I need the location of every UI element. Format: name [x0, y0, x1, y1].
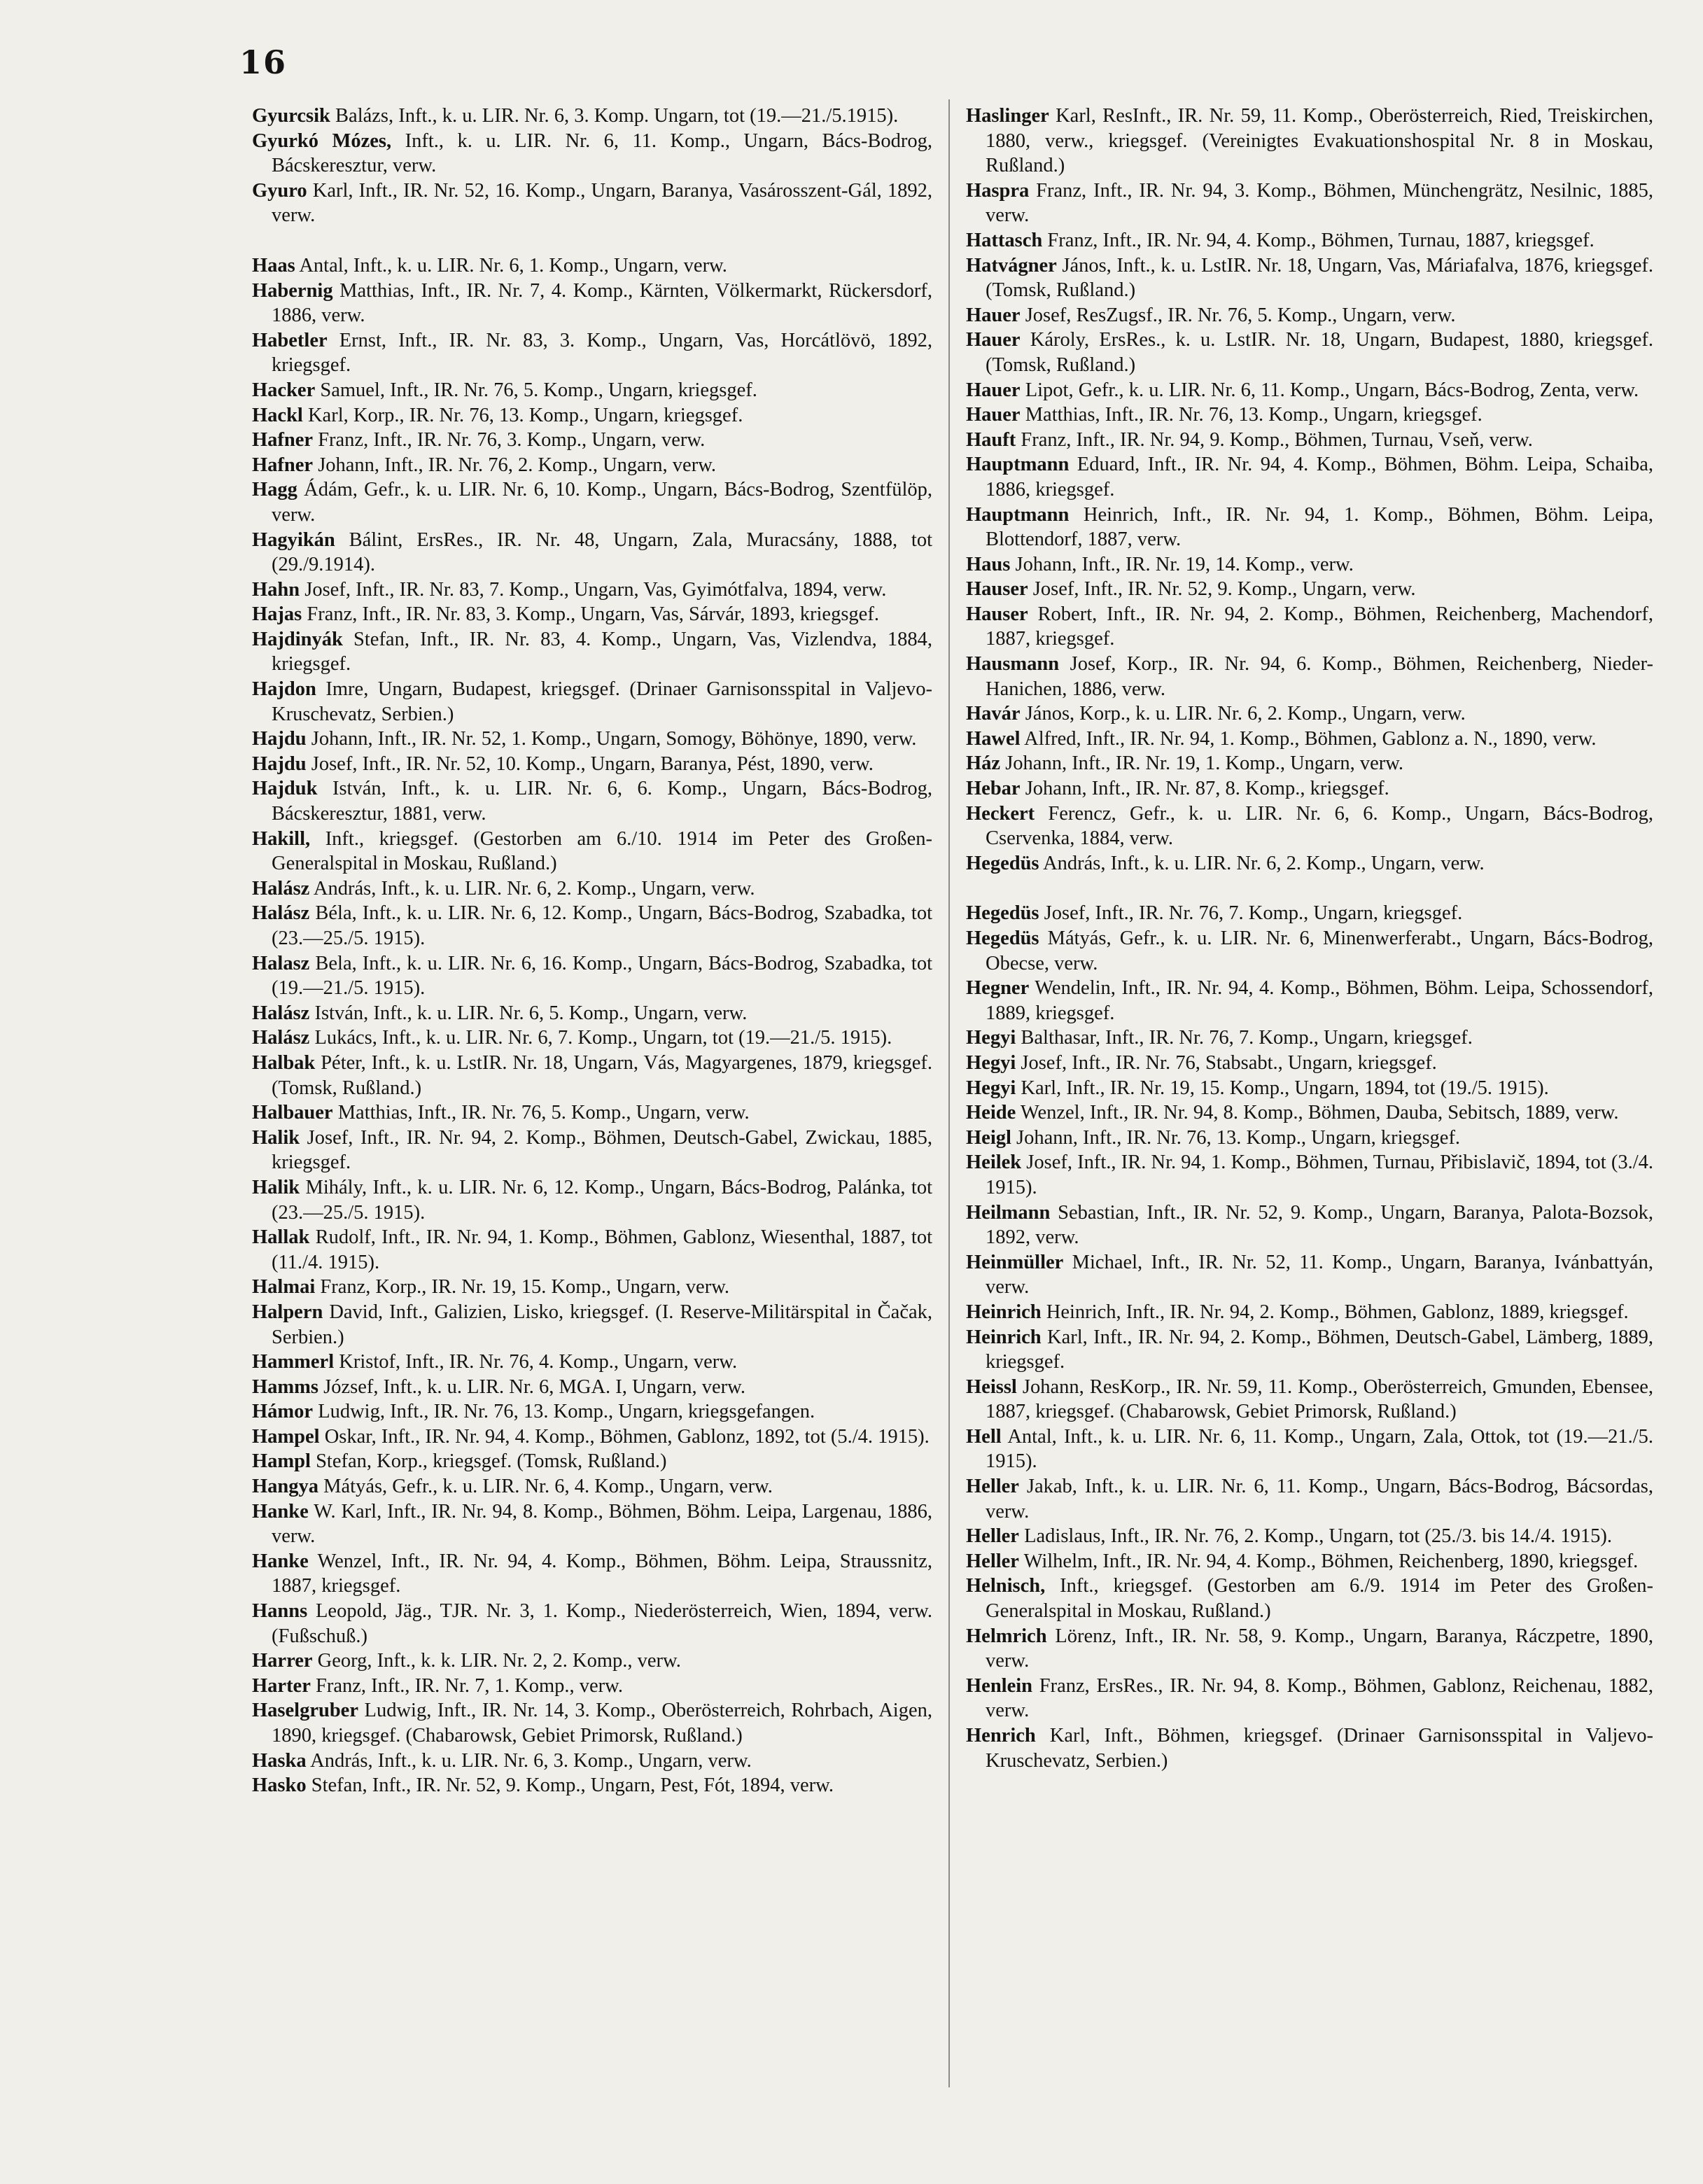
entry-surname: Hahn: [252, 578, 300, 601]
entry-details: Heinrich, Inft., IR. Nr. 94, 1. Komp., Böhmen, Böhm. Leipa, Blottendorf, 1887, verw.: [986, 503, 1653, 551]
entry-surname: Haska: [252, 1749, 307, 1772]
entry-surname: Hanns: [252, 1600, 308, 1623]
entry-details: Josef, Inft., IR. Nr. 52, 10. Komp., Ungarn, Baranya, Pést, 1890, verw.: [306, 752, 874, 775]
roster-entry: [966, 552, 1653, 578]
entry-details: Matthias, Inft., IR. Nr. 76, 13. Komp., Ungarn, kriegsgef.: [1020, 404, 1483, 426]
entry-surname: Hauser: [966, 603, 1028, 625]
entry-surname: Halik: [252, 1176, 300, 1198]
roster-entry: [252, 677, 932, 727]
roster-entry: [966, 851, 1653, 876]
roster-entry: [966, 1150, 1653, 1200]
roster-entry: [966, 577, 1653, 602]
roster-entry: [252, 1648, 932, 1674]
entry-details: Franz, ErsRes., IR. Nr. 94, 8. Komp., Böhmen, Gablonz, Reichenau, 1882, verw.: [986, 1674, 1653, 1722]
entry-gap: [252, 228, 932, 253]
entry-details: Ludwig, Inft., IR. Nr. 14, 3. Komp., Oberösterreich, Rohrbach, Aigen, 1890, kriegsgef. (Chabarowsk, Gebiet Primorsk, Rußland.): [272, 1700, 932, 1746]
entry-surname: Hallak: [252, 1226, 310, 1249]
roster-entry: [966, 402, 1653, 428]
roster-entry: [252, 776, 932, 826]
entry-surname: Hajdon: [252, 678, 316, 701]
entry-details: István, Inft., k. u. LIR. Nr. 6, 6. Komp., Ungarn, Bács-Bodrog, Bácskeresztur, 1881, verw.: [272, 778, 932, 825]
entry-surname: Halász: [252, 1002, 310, 1024]
entry-surname: Hangya: [252, 1476, 319, 1498]
entry-details: Lipot, Gefr., k. u. LIR. Nr. 6, 11. Komp., Ungarn, Bács-Bodrog, Zenta, verw.: [1020, 379, 1639, 401]
roster-entry: [966, 1076, 1653, 1101]
roster-entry: [252, 1375, 932, 1400]
entry-surname: Halmai: [252, 1276, 316, 1298]
entry-surname: Hauptmann: [966, 454, 1070, 476]
entry-details: Károly, ErsRes., k. u. LstIR. Nr. 18, Ungarn, Budapest, 1880, kriegsgef. (Tomsk, Rußland.): [986, 329, 1653, 376]
entry-surname: Hegner: [966, 977, 1030, 1000]
roster-entry: [966, 1624, 1653, 1674]
entry-details: Ádám, Gefr., k. u. LIR. Nr. 6, 10. Komp., Ungarn, Bács-Bodrog, Szentfülöp, verw.: [272, 479, 932, 526]
entry-surname: Heinrich: [966, 1326, 1042, 1348]
entry-surname: Heller: [966, 1476, 1019, 1498]
entry-surname: Hatvágner: [966, 254, 1057, 276]
roster-entry: [252, 1399, 932, 1424]
roster-entry: [252, 1599, 932, 1648]
entry-surname: Hegyi: [966, 1027, 1016, 1049]
entry-details: Robert, Inft., IR. Nr. 94, 2. Komp., Böhmen, Reichenberg, Machendorf, 1887, kriegsgef.: [986, 603, 1653, 650]
entry-details: Johann, Inft., IR. Nr. 76, 13. Komp., Ungarn, kriegsgef.: [1011, 1126, 1461, 1149]
page-number: 16: [239, 43, 288, 81]
entry-surname: Halasz: [252, 952, 310, 974]
roster-entry: [252, 178, 932, 228]
entry-surname: Heide: [966, 1102, 1016, 1124]
roster-entry: [966, 1126, 1653, 1151]
roster-entry: [252, 528, 932, 578]
entry-surname: Hampel: [252, 1425, 320, 1448]
entry-details: András, Inft., k. u. LIR. Nr. 6, 3. Komp., Ungarn, verw.: [306, 1749, 752, 1772]
entry-surname: Hebar: [966, 778, 1021, 800]
entry-details: Bálint, ErsRes., IR. Nr. 48, Ungarn, Zala, Muracsány, 1888, tot (29./9.1914).: [272, 528, 932, 576]
roster-entry: [252, 1424, 932, 1450]
roster-entry: [966, 1200, 1653, 1250]
entry-details: Ludwig, Inft., IR. Nr. 76, 13. Komp., Ungarn, kriegsgefangen.: [313, 1401, 815, 1423]
entry-surname: Heilek: [966, 1152, 1022, 1174]
roster-entry: [252, 1474, 932, 1499]
entry-details: Karl, Inft., IR. Nr. 52, 16. Komp., Ungarn, Baranya, Vasárosszent-Gál, 1892, verw.: [272, 179, 932, 227]
entry-gap: [966, 876, 1653, 901]
entry-surname: Haslinger: [966, 105, 1049, 127]
roster-entry: [252, 727, 932, 752]
entry-surname: Gyurkó Mózes,: [252, 130, 392, 152]
roster-entry: [252, 1126, 932, 1175]
entry-surname: Heller: [966, 1550, 1019, 1572]
entry-details: Josef, Inft., IR. Nr. 94, 2. Komp., Böhmen, Deutsch-Gabel, Zwickau, 1885, kriegsgef.: [272, 1126, 932, 1174]
entry-details: János, Inft., k. u. LstIR. Nr. 18, Ungarn, Vas, Máriafalva, 1876, kriegsgef. (Tomsk, Rußland.): [986, 254, 1653, 302]
entry-details: W. Karl, Inft., IR. Nr. 94, 8. Komp., Böhmen, Böhm. Leipa, Largenau, 1886, verw.: [272, 1500, 932, 1548]
roster-entry: [252, 1674, 932, 1699]
entry-surname: Heckert: [966, 802, 1035, 825]
entry-surname: Hegyi: [966, 1051, 1016, 1074]
roster-entry: [252, 477, 932, 527]
entry-details: Inft., kriegsgef. (Gestorben am 6./10. 1914 im Peter des Großen-Generalspital in Moskau, Rußland.): [272, 827, 932, 875]
entry-surname: Hattasch: [966, 229, 1043, 251]
entry-details: Karl, Korp., IR. Nr. 76, 13. Komp., Ungarn, kriegsgef.: [302, 404, 743, 426]
entry-surname: Harrer: [252, 1650, 313, 1672]
entry-details: Péter, Inft., k. u. LstIR. Nr. 18, Ungarn, Vás, Magyargenes, 1879, kriegsgef. (Tomsk, Rußland.): [272, 1051, 932, 1099]
roster-entry: [252, 1698, 932, 1748]
entry-details: Karl, Inft., IR. Nr. 19, 15. Komp., Ungarn, 1894, tot (19./5. 1915).: [1016, 1077, 1549, 1099]
entry-details: Ferencz, Gefr., k. u. LIR. Nr. 6, 6. Komp., Ungarn, Bács-Bodrog, Cservenka, 1884, verw.: [986, 802, 1653, 850]
entry-surname: Hampl: [252, 1450, 311, 1473]
entry-details: Sebastian, Inft., IR. Nr. 52, 9. Komp., Ungarn, Baranya, Palota-Bozsok, 1892, verw.: [986, 1201, 1653, 1249]
entry-details: Johann, Inft., IR. Nr. 19, 14. Komp., verw.: [1010, 553, 1354, 575]
roster-entry: [252, 1449, 932, 1474]
roster-entry: [966, 1375, 1653, 1424]
entry-details: Josef, Inft., IR. Nr. 52, 9. Komp., Ungarn, verw.: [1028, 578, 1416, 601]
roster-entry: [252, 104, 932, 129]
entry-surname: Haspra: [966, 179, 1030, 202]
entry-surname: Hanke: [252, 1500, 309, 1522]
roster-entry: [252, 876, 932, 902]
right-column: [966, 104, 1653, 1773]
entry-surname: Habernig: [252, 279, 333, 302]
roster-entry: [966, 1100, 1653, 1126]
entry-details: Josef, Korp., IR. Nr. 94, 6. Komp., Böhmen, Reichenberg, Nieder-Hanichen, 1886, verw.: [986, 653, 1653, 700]
roster-entry: [252, 1499, 932, 1549]
roster-entry: [252, 453, 932, 478]
entry-details: Wenzel, Inft., IR. Nr. 94, 4. Komp., Böhmen, Böhm. Leipa, Straussnitz, 1887, kriegsgef.: [272, 1550, 932, 1597]
left-column: [252, 104, 932, 1798]
entry-details: Mátyás, Gefr., k. u. LIR. Nr. 6, Minenwerferabt., Ungarn, Bács-Bodrog, Obecse, verw.: [986, 927, 1653, 974]
entry-surname: Hauer: [966, 379, 1021, 401]
entry-details: Wendelin, Inft., IR. Nr. 94, 4. Komp., Böhmen, Böhm. Leipa, Schossendorf, 1889, kriegsgef.: [986, 977, 1653, 1024]
entry-surname: Heissl: [966, 1376, 1017, 1398]
entry-details: Lörenz, Inft., IR. Nr. 58, 9. Komp., Ungarn, Baranya, Ráczpetre, 1890, verw.: [986, 1625, 1653, 1672]
entry-surname: Halbak: [252, 1051, 316, 1074]
roster-entry: [252, 1225, 932, 1275]
entry-surname: Heller: [966, 1525, 1019, 1548]
entry-details: Karl, Inft., Böhmen, kriegsgef. (Drinaer Garnisonsspital in Valjevo-Kruschevatz, Serbien.): [986, 1725, 1653, 1772]
roster-entry: [966, 901, 1653, 926]
entry-details: Stefan, Inft., IR. Nr. 52, 9. Komp., Ungarn, Pest, Fót, 1894, verw.: [306, 1774, 834, 1797]
roster-entry: [966, 1051, 1653, 1076]
roster-entry: [252, 1026, 932, 1051]
entry-details: Wenzel, Inft., IR. Nr. 94, 8. Komp., Böhmen, Dauba, Sebitsch, 1889, verw.: [1016, 1102, 1619, 1124]
entry-surname: Henrich: [966, 1725, 1036, 1746]
roster-entry: [966, 1300, 1653, 1325]
entry-details: Ladislaus, Inft., IR. Nr. 76, 2. Komp., Ungarn, tot (25./3. bis 14./4. 1915).: [1018, 1525, 1612, 1548]
entry-surname: Hakill,: [252, 827, 311, 850]
entry-details: Inft., k. u. LIR. Nr. 6, 11. Komp., Ungarn, Bács-Bodrog, Bácskeresztur, verw.: [272, 130, 932, 177]
entry-surname: Hacker: [252, 379, 316, 401]
roster-entry: [966, 1723, 1653, 1773]
entry-details: Oskar, Inft., IR. Nr. 94, 4. Komp., Böhmen, Gablonz, 1892, tot (5./4. 1915).: [319, 1425, 930, 1448]
entry-details: Eduard, Inft., IR. Nr. 94, 4. Komp., Böhmen, Böhm. Leipa, Schaiba, 1886, kriegsgef.: [986, 454, 1653, 500]
entry-details: Josef, Inft., IR. Nr. 76, Stabsabt., Ungarn, kriegsgef.: [1016, 1051, 1437, 1074]
entry-details: István, Inft., k. u. LIR. Nr. 6, 5. Komp., Ungarn, verw.: [309, 1002, 748, 1024]
entry-surname: Hagyikán: [252, 528, 335, 551]
roster-entry: [252, 1100, 932, 1126]
entry-surname: Hegedüs: [966, 927, 1039, 949]
entry-details: Josef, Inft., IR. Nr. 76, 7. Komp., Ungarn, kriegsgef.: [1039, 902, 1463, 925]
entry-details: Mihály, Inft., k. u. LIR. Nr. 6, 12. Komp., Ungarn, Bács-Bodrog, Palánka, tot (23.—25./5. 1915).: [272, 1176, 932, 1224]
entry-details: Wilhelm, Inft., IR. Nr. 94, 4. Komp., Böhmen, Reichenberg, 1890, kriegsgef.: [1018, 1550, 1639, 1572]
entry-details: Bela, Inft., k. u. LIR. Nr. 6, 16. Komp., Ungarn, Bács-Bodrog, Szabadka, tot (19.—21./5. 1915).: [272, 952, 932, 1000]
entry-surname: Hauer: [966, 404, 1021, 426]
entry-details: Karl, ResInft., IR. Nr. 59, 11. Komp., Oberösterreich, Ried, Treiskirchen, 1880, verw., kriegsgef. (Vereinigtes Evakuationshospital Nr. 8 in Moskau, Rußland.): [986, 105, 1653, 177]
entry-surname: Haselgruber: [252, 1700, 358, 1722]
roster-entry: [252, 752, 932, 777]
entry-surname: Henlein: [966, 1674, 1033, 1697]
entry-details: Imre, Ungarn, Budapest, kriegsgef. (Drinaer Garnisonsspital in Valjevo-Kruschevatz, Serbien.): [272, 678, 932, 725]
entry-details: József, Inft., k. u. LIR. Nr. 6, MGA. I, Ungarn, verw.: [318, 1376, 745, 1398]
entry-surname: Helmrich: [966, 1625, 1047, 1647]
entry-surname: Heilmann: [966, 1201, 1051, 1224]
roster-entry: [966, 303, 1653, 328]
entry-surname: Hausmann: [966, 653, 1060, 676]
roster-entry: [966, 178, 1653, 228]
entry-details: András, Inft., k. u. LIR. Nr. 6, 2. Komp., Ungarn, verw.: [309, 877, 755, 899]
roster-entry: [252, 1549, 932, 1599]
entry-surname: Halász: [252, 1027, 310, 1049]
roster-entry: [252, 1749, 932, 1774]
entry-details: Johann, Inft., IR. Nr. 19, 1. Komp., Ungarn, verw.: [1000, 752, 1404, 775]
entry-details: Stefan, Korp., kriegsgef. (Tomsk, Rußland.): [310, 1450, 667, 1473]
roster-entry: [966, 926, 1653, 976]
entry-details: Franz, Inft., IR. Nr. 83, 3. Komp., Ungarn, Vas, Sárvár, 1893, kriegsgef.: [302, 603, 879, 626]
roster-entry: [966, 428, 1653, 453]
roster-entry: [252, 1773, 932, 1798]
entry-details: Johann, Inft., IR. Nr. 87, 8. Komp., kriegsgef.: [1020, 778, 1389, 800]
entry-details: Johann, Inft., IR. Nr. 76, 2. Komp., Ungarn, verw.: [313, 454, 717, 476]
entry-surname: Hegedüs: [966, 902, 1039, 925]
entry-details: Franz, Inft., IR. Nr. 76, 3. Komp., Ungarn, verw.: [313, 429, 706, 451]
roster-entry: [252, 578, 932, 603]
roster-entry: [966, 751, 1653, 776]
entry-surname: Hauser: [966, 578, 1028, 601]
entry-details: Josef, Inft., IR. Nr. 83, 7. Komp., Ungarn, Vas, Gyimótfalva, 1894, verw.: [300, 578, 887, 601]
entry-details: Franz, Inft., IR. Nr. 7, 1. Komp., verw.: [310, 1674, 624, 1697]
roster-entry: [966, 1674, 1653, 1723]
roster-entry: [252, 253, 932, 279]
entry-surname: Ház: [966, 752, 1001, 775]
roster-entry: [966, 378, 1653, 403]
entry-details: Franz, Korp., IR. Nr. 19, 15. Komp., Ungarn, verw.: [315, 1276, 730, 1298]
entry-surname: Hamms: [252, 1376, 318, 1398]
entry-surname: Hajdinyák: [252, 628, 343, 650]
entry-surname: Hámor: [252, 1401, 314, 1423]
entry-details: Samuel, Inft., IR. Nr. 76, 5. Komp., Ungarn, kriegsgef.: [315, 379, 757, 401]
roster-entry: [252, 951, 932, 1001]
roster-entry: [252, 1001, 932, 1026]
entry-surname: Helnisch,: [966, 1575, 1046, 1597]
entry-details: Johann, ResKorp., IR. Nr. 59, 11. Komp., Oberösterreich, Gmunden, Ebensee, 1887, kriegsgef. (Chabarowsk, Gebiet Primorsk, Rußland.): [986, 1376, 1653, 1423]
entry-surname: Heinrich: [966, 1301, 1042, 1323]
entry-surname: Hanke: [252, 1550, 309, 1572]
roster-entry: [252, 627, 932, 677]
roster-entry: [966, 802, 1653, 851]
entry-surname: Gyurcsik: [252, 105, 330, 127]
roster-entry: [252, 1175, 932, 1225]
roster-entry: [966, 1524, 1653, 1549]
roster-entry: [252, 1350, 932, 1375]
column-divider: [948, 99, 950, 2087]
entry-details: Antal, Inft., k. u. LIR. Nr. 6, 1. Komp., Ungarn, verw.: [295, 254, 727, 276]
entry-surname: Heigl: [966, 1126, 1011, 1149]
roster-entry: [966, 1325, 1653, 1375]
entry-details: Mátyás, Gefr., k. u. LIR. Nr. 6, 4. Komp., Ungarn, verw.: [318, 1476, 773, 1498]
entry-surname: Hauft: [966, 428, 1016, 451]
entry-surname: Halpern: [252, 1301, 323, 1323]
entry-surname: Halász: [252, 877, 310, 899]
entry-details: Jakab, Inft., k. u. LIR. Nr. 6, 11. Komp., Ungarn, Bács-Bodrog, Bácsordas, verw.: [986, 1476, 1653, 1522]
entry-details: Johann, Inft., IR. Nr. 52, 1. Komp., Ungarn, Somogy, Böhönye, 1890, verw.: [306, 728, 917, 750]
roster-entry: [966, 1549, 1653, 1574]
entry-surname: Hafner: [252, 454, 314, 476]
roster-entry: [966, 228, 1653, 253]
entry-details: Franz, Inft., IR. Nr. 94, 9. Komp., Böhmen, Turnau, Vseň, verw.: [1016, 428, 1533, 451]
entry-surname: Hammerl: [252, 1351, 335, 1373]
entry-details: Béla, Inft., k. u. LIR. Nr. 6, 12. Komp., Ungarn, Bács-Bodrog, Szabadka, tot (23.—25./5. 1915).: [272, 902, 932, 949]
entry-details: David, Inft., Galizien, Lisko, kriegsgef. (I. Reserve-Militärspital in Čačak, Serbien.): [272, 1301, 932, 1348]
entry-surname: Hegedüs: [966, 852, 1039, 874]
entry-surname: Hajas: [252, 603, 302, 626]
roster-entry: [252, 602, 932, 627]
entry-surname: Halbauer: [252, 1102, 333, 1124]
roster-entry: [252, 129, 932, 178]
entry-surname: Hauptmann: [966, 503, 1070, 526]
roster-entry: [966, 1424, 1653, 1474]
roster-entry: [252, 279, 932, 328]
entry-surname: Hajduk: [252, 778, 318, 800]
entry-details: Stefan, Inft., IR. Nr. 83, 4. Komp., Ungarn, Vas, Vizlendva, 1884, kriegsgef.: [272, 628, 932, 676]
entry-details: Alfred, Inft., IR. Nr. 94, 1. Komp., Böhmen, Gablonz a. N., 1890, verw.: [1020, 727, 1597, 750]
roster-entry: [252, 378, 932, 403]
entry-details: Franz, Inft., IR. Nr. 94, 3. Komp., Böhmen, Münchengrätz, Nesilnic, 1885, verw.: [986, 179, 1653, 227]
roster-entry: [966, 1250, 1653, 1300]
roster-entry: [966, 104, 1653, 178]
roster-entry: [966, 701, 1653, 727]
entry-details: Georg, Inft., k. k. LIR. Nr. 2, 2. Komp., verw.: [312, 1650, 681, 1672]
entry-surname: Hawel: [966, 727, 1021, 750]
entry-surname: Haus: [966, 553, 1011, 575]
roster-entry: [966, 452, 1653, 502]
roster-entry: [966, 1474, 1653, 1524]
entry-surname: Harter: [252, 1674, 311, 1697]
entry-surname: Haas: [252, 254, 295, 276]
roster-entry: [966, 727, 1653, 752]
entry-details: János, Korp., k. u. LIR. Nr. 6, 2. Komp., Ungarn, verw.: [1020, 703, 1466, 725]
roster-entry: [252, 1300, 932, 1350]
entry-surname: Hafner: [252, 429, 314, 451]
entry-details: Heinrich, Inft., IR. Nr. 94, 2. Komp., Böhmen, Gablonz, 1889, kriegsgef.: [1041, 1301, 1629, 1323]
roster-entry: [252, 403, 932, 428]
roster-entry: [252, 328, 932, 378]
roster-entry: [966, 328, 1653, 377]
roster-entry: [966, 776, 1653, 802]
entry-details: Balthasar, Inft., IR. Nr. 76, 7. Komp., Ungarn, kriegsgef.: [1016, 1027, 1473, 1049]
entry-surname: Halik: [252, 1126, 300, 1149]
roster-entry: [252, 428, 932, 453]
entry-surname: Habetler: [252, 329, 328, 351]
entry-surname: Hajdu: [252, 752, 307, 775]
entry-surname: Heinmüller: [966, 1251, 1064, 1273]
entry-details: Antal, Inft., k. u. LIR. Nr. 6, 11. Komp., Ungarn, Zala, Ottok, tot (19.—21./5. 1915).: [986, 1425, 1653, 1473]
entry-surname: Hauer: [966, 304, 1021, 326]
roster-entry: [252, 1275, 932, 1300]
entry-surname: Hasko: [252, 1774, 307, 1797]
roster-entry: [966, 503, 1653, 552]
entry-surname: Hegyi: [966, 1077, 1016, 1099]
roster-entry: [966, 652, 1653, 701]
roster-entry: [252, 1051, 932, 1100]
entry-details: Balázs, Inft., k. u. LIR. Nr. 6, 3. Komp. Ungarn, tot (19.—21./5.1915).: [330, 105, 899, 127]
roster-entry: [966, 1026, 1653, 1051]
entry-details: Franz, Inft., IR. Nr. 94, 4. Komp., Böhmen, Turnau, 1887, kriegsgef.: [1042, 229, 1595, 251]
entry-surname: Hackl: [252, 404, 303, 426]
roster-entry: [252, 827, 932, 876]
entry-surname: Hagg: [252, 479, 297, 501]
entry-details: Josef, ResZugsf., IR. Nr. 76, 5. Komp., Ungarn, verw.: [1020, 304, 1456, 326]
roster-entry: [966, 976, 1653, 1026]
entry-details: Leopold, Jäg., TJR. Nr. 3, 1. Komp., Niederösterreich, Wien, 1894, verw. (Fußschuß.): [272, 1600, 932, 1647]
roster-entry: [252, 901, 932, 951]
entry-details: Matthias, Inft., IR. Nr. 7, 4. Komp., Kärnten, Völkermarkt, Rückersdorf, 1886, verw.: [272, 279, 932, 327]
entry-details: Josef, Inft., IR. Nr. 94, 1. Komp., Böhmen, Turnau, Přibislavič, 1894, tot (3./4. 1915).: [986, 1152, 1653, 1198]
roster-entry: [966, 1574, 1653, 1623]
roster-entry: [966, 253, 1653, 303]
roster-entry: [966, 602, 1653, 652]
entry-details: Kristof, Inft., IR. Nr. 76, 4. Komp., Ungarn, verw.: [334, 1351, 738, 1373]
entry-surname: Hauer: [966, 329, 1021, 351]
entry-details: Lukács, Inft., k. u. LIR. Nr. 6, 7. Komp., Ungarn, tot (19.—21./5. 1915).: [309, 1027, 892, 1049]
entry-details: Michael, Inft., IR. Nr. 52, 11. Komp., Ungarn, Baranya, Ivánbattyán, verw.: [986, 1251, 1653, 1298]
entry-details: András, Inft., k. u. LIR. Nr. 6, 2. Komp., Ungarn, verw.: [1039, 852, 1485, 874]
entry-surname: Gyuro: [252, 179, 307, 202]
entry-details: Ernst, Inft., IR. Nr. 83, 3. Komp., Ungarn, Vas, Horcátlövö, 1892, kriegsgef.: [272, 329, 932, 377]
entry-details: Matthias, Inft., IR. Nr. 76, 5. Komp., Ungarn, verw.: [332, 1102, 750, 1124]
entry-details: Inft., kriegsgef. (Gestorben am 6./9. 1914 im Peter des Großen-Generalspital in Moskau, Rußland.): [986, 1575, 1653, 1623]
entry-surname: Havár: [966, 703, 1021, 725]
entry-surname: Halász: [252, 902, 310, 925]
entry-details: Karl, Inft., IR. Nr. 94, 2. Komp., Böhmen, Deutsch-Gabel, Lämberg, 1889, kriegsgef.: [986, 1326, 1653, 1373]
entry-surname: Hell: [966, 1425, 1002, 1448]
entry-surname: Hajdu: [252, 728, 307, 750]
entry-details: Rudolf, Inft., IR. Nr. 94, 1. Komp., Böhmen, Gablonz, Wiesenthal, 1887, tot (11./4. 1915).: [272, 1226, 932, 1273]
